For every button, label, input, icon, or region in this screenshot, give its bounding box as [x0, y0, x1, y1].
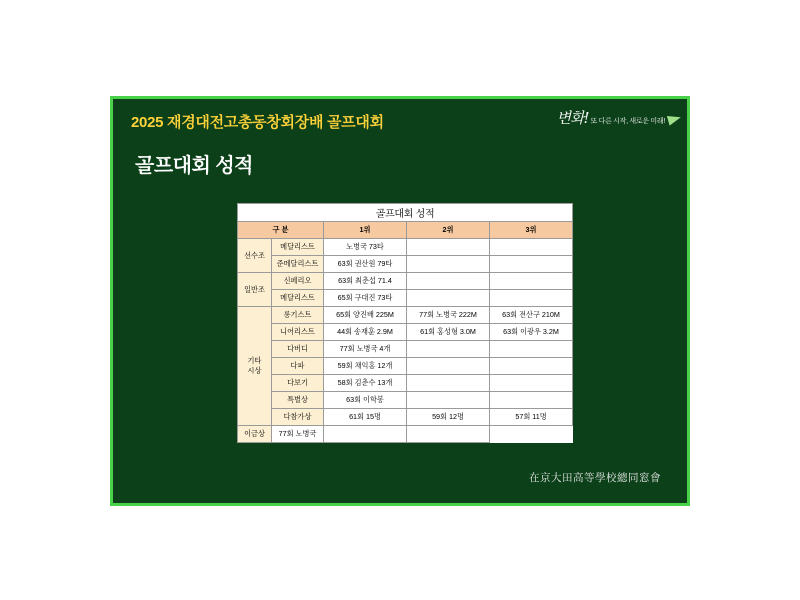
- row-label: 메달리스트: [272, 239, 324, 256]
- table-cell: [407, 426, 490, 443]
- table-cell: [407, 290, 490, 307]
- table-cell: 63회 전산구 210M: [490, 307, 573, 324]
- row-group-label: 선수조: [238, 239, 272, 273]
- results-table-container: [237, 203, 572, 443]
- table-header-row: [238, 222, 573, 239]
- table-cell: 63회 이학봉: [324, 392, 407, 409]
- table-row: [238, 358, 573, 375]
- column-header: 3위: [490, 222, 573, 239]
- table-cell: 65회 구대진 73타: [324, 290, 407, 307]
- table-cell: 44회 송재훈 2.9M: [324, 324, 407, 341]
- column-header: 1위: [324, 222, 407, 239]
- table-cell: 61회 15명: [324, 409, 407, 426]
- table-cell: [490, 358, 573, 375]
- table-cell: 58회 김춘수 13개: [324, 375, 407, 392]
- row-label: 니어리스트: [272, 324, 324, 341]
- row-label: 다보기: [272, 375, 324, 392]
- row-label: 메달리스트: [272, 290, 324, 307]
- table-row: [238, 375, 573, 392]
- logo-tagline: 또 다른 시작, 새로운 미래!: [590, 118, 665, 125]
- row-group-label: 일반조: [238, 273, 272, 307]
- table-cell: 61회 홍성형 3.0M: [407, 324, 490, 341]
- table-cell: 63회 최춘섭 71.4: [324, 273, 407, 290]
- table-cell: 77회 노병국 222M: [407, 307, 490, 324]
- table-cell: 57회 11명: [490, 409, 573, 426]
- table-row: [238, 341, 573, 358]
- table-cell: [407, 375, 490, 392]
- table-cell: [490, 392, 573, 409]
- table-cell: 63회 이광우 3.2M: [490, 324, 573, 341]
- table-cell: 59회 채익홍 12개: [324, 358, 407, 375]
- column-header: 구 분: [238, 222, 324, 239]
- slide-subtitle: 골프대회 성적: [135, 155, 253, 177]
- table-cell: [407, 239, 490, 256]
- table-row: [238, 256, 573, 273]
- row-label: 특별상: [272, 392, 324, 409]
- table-cell: [407, 256, 490, 273]
- table-cell: 59회 12명: [407, 409, 490, 426]
- row-label: 다파: [272, 358, 324, 375]
- table-row: [238, 392, 573, 409]
- table-row: [238, 307, 573, 324]
- footer-organization-name: 在京大田高等學校總同窓會: [529, 472, 661, 484]
- presentation-slide: [110, 96, 690, 506]
- results-table-body: [238, 204, 573, 443]
- table-row: [238, 290, 573, 307]
- table-row: [238, 409, 573, 426]
- row-label: 다버디: [272, 341, 324, 358]
- row-label: 이금상: [238, 426, 272, 443]
- table-cell: [407, 358, 490, 375]
- table-row: [238, 273, 573, 290]
- table-cell: [407, 392, 490, 409]
- table-cell: 77회 노병국: [272, 426, 324, 443]
- table-cell: [407, 273, 490, 290]
- table-cell: [490, 256, 573, 273]
- table-cell: [324, 426, 407, 443]
- table-cell: [490, 273, 573, 290]
- table-cell: 65회 양진배 225M: [324, 307, 407, 324]
- row-label: 다참가상: [272, 409, 324, 426]
- table-caption-row: [238, 204, 573, 222]
- table-row: [238, 324, 573, 341]
- table-cell: [490, 375, 573, 392]
- row-group-label: 기타 시상: [238, 307, 272, 426]
- row-label: 신페리오: [272, 273, 324, 290]
- paper-plane-icon: [667, 112, 682, 125]
- table-cell: [490, 290, 573, 307]
- table-cell: [407, 341, 490, 358]
- page-title: 2025 재경대전고총동창회장배 골프대회: [131, 114, 384, 131]
- table-row: [238, 426, 573, 443]
- table-caption: 골프대회 성적: [238, 204, 573, 222]
- column-header: 2위: [407, 222, 490, 239]
- table-cell: 77회 노병국 4개: [324, 341, 407, 358]
- table-cell: 노병국 73타: [324, 239, 407, 256]
- table-row: [238, 239, 573, 256]
- organization-logo: [541, 107, 681, 135]
- table-cell: 63회 권산원 79타: [324, 256, 407, 273]
- table-cell: [490, 341, 573, 358]
- logo-script-text: 변화!: [556, 109, 589, 127]
- results-table: [237, 203, 573, 443]
- row-label: 준메달리스트: [272, 256, 324, 273]
- table-cell: [490, 239, 573, 256]
- row-label: 롱기스트: [272, 307, 324, 324]
